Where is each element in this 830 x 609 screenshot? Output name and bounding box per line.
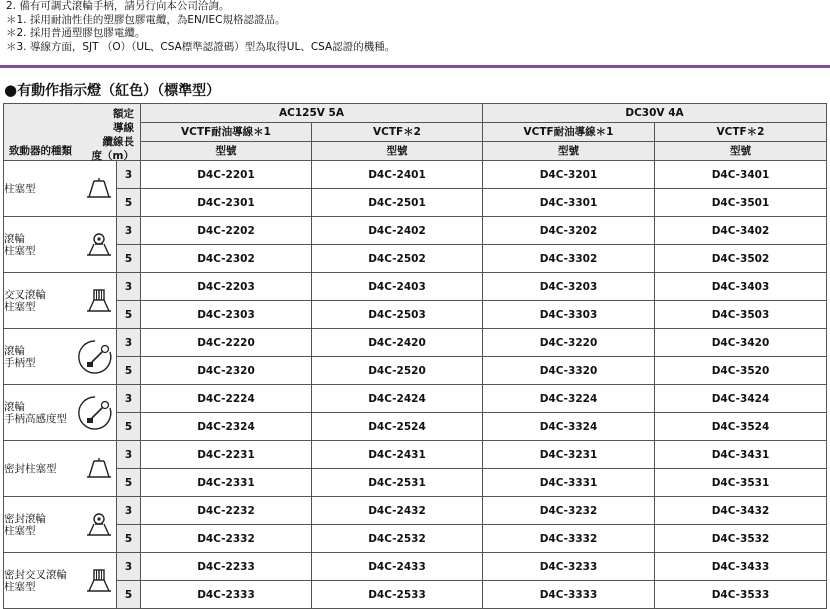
cable-label-line: 度（m）	[91, 150, 134, 162]
table-row	[4, 273, 827, 301]
model-number: D4C-3224	[483, 385, 655, 413]
model-number: D4C-3403	[655, 273, 827, 301]
model-number: D4C-2231	[141, 441, 312, 469]
model-number: D4C-3233	[483, 553, 655, 581]
cable-length: 5	[117, 189, 141, 217]
table-row	[4, 385, 827, 413]
model-number: D4C-2224	[141, 385, 312, 413]
model-number: D4C-2303	[141, 301, 312, 329]
model-number: D4C-2203	[141, 273, 312, 301]
model-number: D4C-3301	[483, 189, 655, 217]
actuator-name-line: 滾輪	[4, 344, 25, 357]
model-number: D4C-3533	[655, 581, 827, 609]
cable-length: 5	[117, 357, 141, 385]
model-number: D4C-3501	[655, 189, 827, 217]
model-number: D4C-3402	[655, 217, 827, 245]
cable-length: 3	[117, 385, 141, 413]
model-number: D4C-2532	[312, 525, 483, 553]
table-row	[4, 581, 827, 609]
actuator-name	[4, 553, 117, 609]
model-number: D4C-2501	[312, 189, 483, 217]
model-number: D4C-3302	[483, 245, 655, 273]
roller-lever-sensitive-icon	[76, 394, 114, 432]
cable-length: 3	[117, 329, 141, 357]
actuator-name	[4, 329, 117, 385]
cable-length: 5	[117, 469, 141, 497]
actuator-name	[4, 161, 117, 217]
actuator-name-line: 柱塞型	[4, 300, 36, 313]
model-header: 型號	[141, 142, 312, 161]
model-header: 型號	[483, 142, 655, 161]
cable-type-header: VCTF＊2	[312, 123, 483, 142]
model-number: D4C-3424	[655, 385, 827, 413]
model-number: D4C-3520	[655, 357, 827, 385]
model-number: D4C-3320	[483, 357, 655, 385]
model-number: D4C-2332	[141, 525, 312, 553]
model-number: D4C-3324	[483, 413, 655, 441]
model-number: D4C-2402	[312, 217, 483, 245]
plunger-icon	[84, 177, 114, 201]
roller-plunger-icon	[84, 232, 114, 258]
model-number: D4C-3303	[483, 301, 655, 329]
cable-length: 5	[117, 581, 141, 609]
note-line: ＊1. 採用耐油性佳的塑膠包膠電纜，為EN/IEC規格認證品。	[6, 13, 286, 26]
section-divider	[0, 65, 830, 68]
model-number: D4C-2524	[312, 413, 483, 441]
model-number: D4C-3332	[483, 525, 655, 553]
actuator-name-line: 手柄型	[4, 356, 36, 369]
section-title	[4, 80, 220, 100]
model-header: 型號	[312, 142, 483, 161]
actuator-name	[4, 217, 117, 273]
crossed-roller-plunger-icon	[84, 288, 114, 314]
sealed-crossed-roller-plunger-icon	[84, 568, 114, 594]
model-number: D4C-2331	[141, 469, 312, 497]
actuator-name-line: 柱塞型	[4, 182, 36, 195]
sealed-roller-plunger-icon	[84, 512, 114, 538]
model-number: D4C-3201	[483, 161, 655, 189]
actuator-name-line: 交叉滾輪	[4, 288, 46, 301]
model-number: D4C-2401	[312, 161, 483, 189]
actuator-name-line: 密封滾輪	[4, 512, 46, 525]
cable-length: 3	[117, 553, 141, 581]
model-number: D4C-2233	[141, 553, 312, 581]
model-number: D4C-2432	[312, 497, 483, 525]
model-number: D4C-2502	[312, 245, 483, 273]
actuator-name	[4, 385, 117, 441]
actuator-name-line: 柱塞型	[4, 524, 36, 537]
table-row	[4, 413, 827, 441]
model-number: D4C-2301	[141, 189, 312, 217]
rated-label: 額定	[113, 108, 134, 120]
actuator-name-line: 柱塞型	[4, 580, 36, 593]
model-number: D4C-2503	[312, 301, 483, 329]
table-corner-header	[4, 104, 141, 161]
note-line: ＊3. 導線方面，SJT （O）（UL、CSA標準認證碼）型為取得UL、CSA認證的機種。	[6, 40, 396, 53]
cable-length: 5	[117, 525, 141, 553]
table-row	[4, 329, 827, 357]
model-number: D4C-2302	[141, 245, 312, 273]
table-row	[4, 497, 827, 525]
cable-length: 3	[117, 161, 141, 189]
model-number: D4C-3503	[655, 301, 827, 329]
actuator-name-line: 柱塞型	[4, 244, 36, 257]
model-number: D4C-2531	[312, 469, 483, 497]
model-number: D4C-2520	[312, 357, 483, 385]
cable-length: 5	[117, 301, 141, 329]
actuator-name-line: 滾輪	[4, 232, 25, 245]
model-number: D4C-2431	[312, 441, 483, 469]
table-row	[4, 357, 827, 385]
table-row	[4, 245, 827, 273]
model-number: D4C-3532	[655, 525, 827, 553]
model-number: D4C-3431	[655, 441, 827, 469]
model-number: D4C-3401	[655, 161, 827, 189]
bullet-icon: ●	[4, 81, 18, 99]
model-number: D4C-3524	[655, 413, 827, 441]
model-number: D4C-3231	[483, 441, 655, 469]
cable-length: 3	[117, 273, 141, 301]
cable-length: 5	[117, 413, 141, 441]
note-line: ＊2. 採用普通塑膠包膠電纜。	[6, 27, 146, 39]
table-row	[4, 161, 827, 189]
table-row	[4, 525, 827, 553]
table-row	[4, 217, 827, 245]
cable-type-header: VCTF耐油導線＊1	[483, 123, 655, 142]
cable-type-header: VCTF＊2	[655, 123, 827, 142]
cable-length: 3	[117, 217, 141, 245]
table-row	[4, 553, 827, 581]
model-number: D4C-3202	[483, 217, 655, 245]
cable-length: 5	[117, 245, 141, 273]
model-number: D4C-2424	[312, 385, 483, 413]
dc-rating-header: DC30V 4A	[483, 104, 827, 123]
actuator-name	[4, 441, 117, 497]
model-number: D4C-2324	[141, 413, 312, 441]
ac-rating-header: AC125V 5A	[141, 104, 483, 123]
model-number: D4C-3531	[655, 469, 827, 497]
model-number: D4C-2320	[141, 357, 312, 385]
actuator-name-line: 密封柱塞型	[4, 462, 57, 475]
model-number: D4C-2433	[312, 553, 483, 581]
cable-label-line: 纜線長	[102, 136, 134, 148]
cable-length: 3	[117, 441, 141, 469]
model-number: D4C-2220	[141, 329, 312, 357]
model-number: D4C-3420	[655, 329, 827, 357]
model-number: D4C-2403	[312, 273, 483, 301]
roller-lever-icon	[76, 338, 114, 376]
model-header: 型號	[655, 142, 827, 161]
sealed-plunger-icon	[84, 457, 114, 481]
model-number: D4C-2333	[141, 581, 312, 609]
cable-length-header	[92, 107, 134, 163]
model-table	[3, 103, 827, 609]
cable-label-line: 導線	[113, 122, 134, 134]
model-number: D4C-3333	[483, 581, 655, 609]
model-number: D4C-3203	[483, 273, 655, 301]
model-number: D4C-2232	[141, 497, 312, 525]
cable-length: 3	[117, 497, 141, 525]
table-row	[4, 441, 827, 469]
table-row	[4, 301, 827, 329]
model-number: D4C-3433	[655, 553, 827, 581]
model-number: D4C-3331	[483, 469, 655, 497]
model-number: D4C-3502	[655, 245, 827, 273]
table-row	[4, 189, 827, 217]
actuator-name	[4, 497, 117, 553]
actuator-name-line: 密封交叉滾輪	[4, 568, 67, 581]
actuator-name-line: 手柄高感度型	[4, 412, 67, 425]
table-row	[4, 469, 827, 497]
cable-type-header: VCTF耐油導線＊1	[141, 123, 312, 142]
footnotes	[6, 0, 395, 54]
model-number: D4C-2202	[141, 217, 312, 245]
model-number: D4C-2533	[312, 581, 483, 609]
model-number: D4C-3220	[483, 329, 655, 357]
model-number: D4C-3232	[483, 497, 655, 525]
note-line: 2. 備有可調式滾輪手柄，請另行向本公司洽詢。	[6, 0, 230, 12]
model-number: D4C-2420	[312, 329, 483, 357]
section-title-text: 有動作指示燈（紅色）（標準型）	[17, 83, 221, 99]
model-number: D4C-3432	[655, 497, 827, 525]
actuator-type-header: 致動器的種類	[9, 145, 72, 157]
actuator-name	[4, 273, 117, 329]
actuator-name-line: 滾輪	[4, 400, 25, 413]
model-number: D4C-2201	[141, 161, 312, 189]
